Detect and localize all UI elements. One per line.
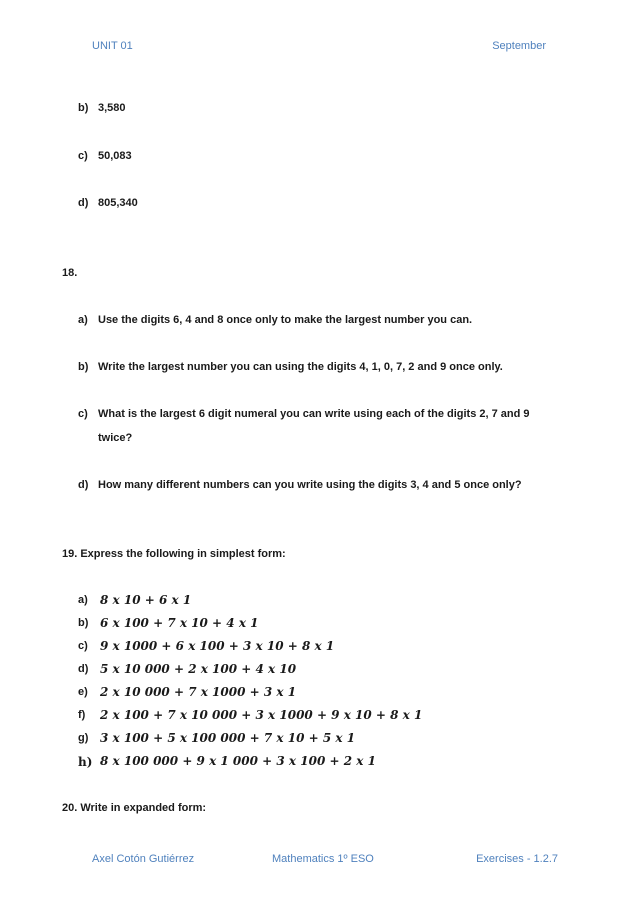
item-label: c)	[78, 150, 88, 162]
q19-label-g: g)	[78, 732, 89, 744]
q19-label-b: b)	[78, 617, 89, 629]
item-text: 3,580	[98, 102, 126, 114]
question-20-title: 20. Write in expanded form:	[62, 802, 207, 814]
header-unit: UNIT 01	[92, 40, 133, 52]
q19-label-f: f)	[78, 709, 86, 721]
q18-text-c-line2: twice?	[98, 432, 133, 444]
item-text: 50,083	[98, 150, 132, 162]
q18-text-d: How many different numbers can you write using the digits 3, 4 and 5 once only?	[98, 479, 522, 491]
item-label: b)	[78, 102, 89, 114]
q19-expr-h: 8 x 100 000 + 9 x 1 000 + 3 x 100 + 2 x 1	[100, 754, 376, 768]
question-18-number: 18.	[62, 267, 78, 279]
q19-label-d: d)	[78, 663, 89, 675]
q19-expr-a: 8 x 10 + 6 x 1	[100, 593, 192, 607]
item-text: 805,340	[98, 197, 138, 209]
q19-label-c: c)	[78, 640, 88, 652]
q19-label-a: a)	[78, 594, 88, 606]
q19-label-e: e)	[78, 686, 88, 698]
q18-label-c: c)	[78, 408, 88, 420]
q19-expr-e: 2 x 10 000 + 7 x 1000 + 3 x 1	[100, 685, 297, 699]
q19-expr-c: 9 x 1000 + 6 x 100 + 3 x 10 + 8 x 1	[100, 639, 335, 653]
q19-expr-b: 6 x 100 + 7 x 10 + 4 x 1	[100, 616, 259, 630]
footer-author: Axel Cotón Gutiérrez	[92, 853, 195, 865]
q18-text-c-line1: What is the largest 6 digit numeral you can write using each of the digits 2, 7 and 9	[98, 408, 530, 420]
q19-label-h: h)	[78, 755, 93, 769]
q19-expr-g: 3 x 100 + 5 x 100 000 + 7 x 10 + 5 x 1	[100, 731, 356, 745]
q18-label-b: b)	[78, 361, 89, 373]
q18-text-a: Use the digits 6, 4 and 8 once only to make the largest number you can.	[98, 314, 473, 326]
header-month: September	[492, 40, 546, 52]
q18-label-d: d)	[78, 479, 89, 491]
item-label: d)	[78, 197, 89, 209]
footer-course: Mathematics 1º ESO	[272, 853, 374, 865]
q18-label-a: a)	[78, 314, 88, 326]
q19-expr-d: 5 x 10 000 + 2 x 100 + 4 x 10	[100, 662, 297, 676]
q18-text-b: Write the largest number you can using the digits 4, 1, 0, 7, 2 and 9 once only.	[98, 361, 503, 373]
question-19-title: 19. Express the following in simplest form:	[62, 548, 286, 560]
footer-code: Exercises - 1.2.7	[476, 853, 558, 865]
q19-expr-f: 2 x 100 + 7 x 10 000 + 3 x 1000 + 9 x 10 + 8 x 1	[100, 708, 423, 722]
